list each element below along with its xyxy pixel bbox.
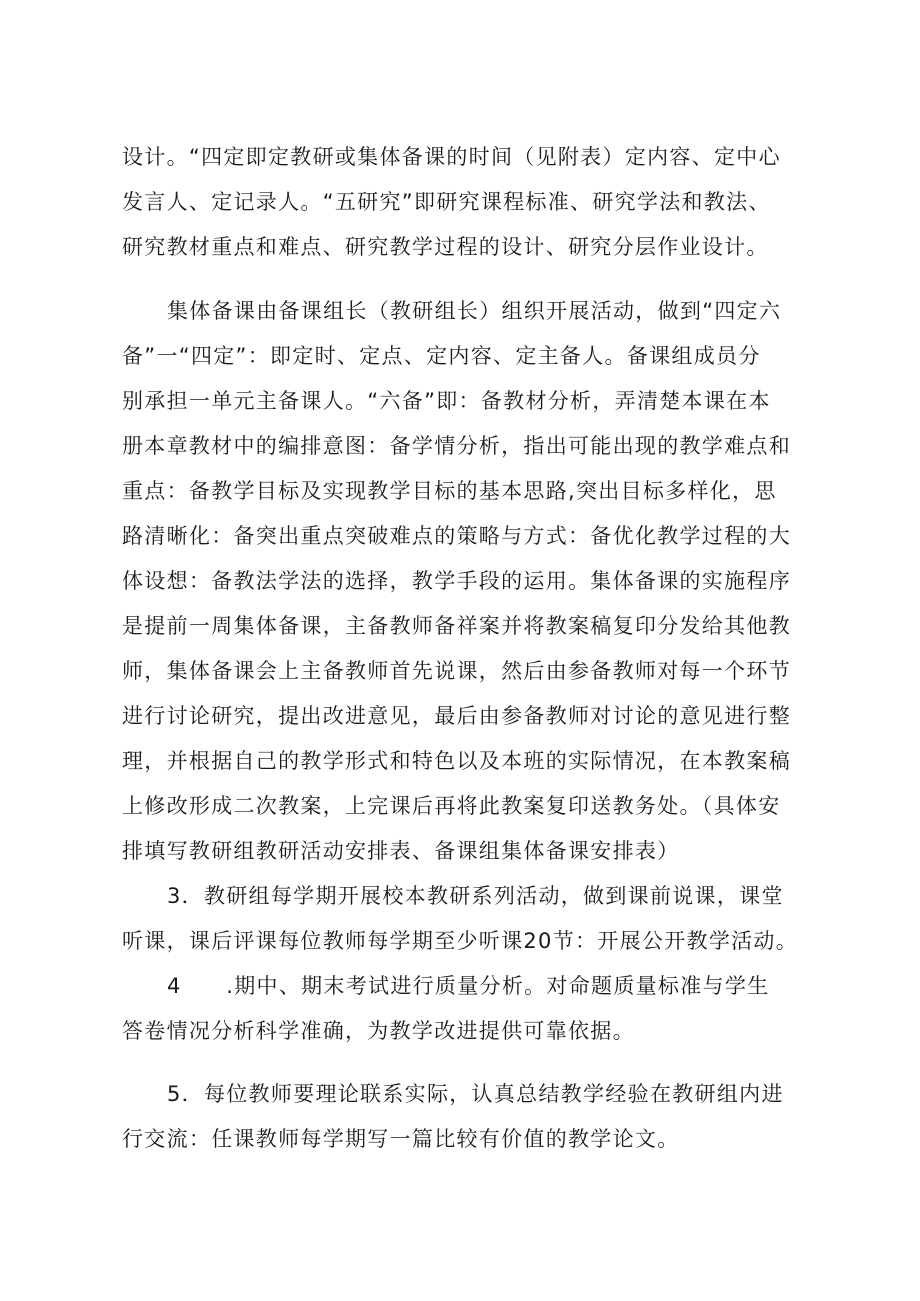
text-line: 答卷情况分析科学准确，为教学改进提供可靠依据。	[122, 1019, 635, 1043]
text-line: 路清晰化：备突出重点突破难点的策略与方式：备优化教学过程的大	[122, 524, 791, 548]
text-line: 体设想：备教法学法的选择，教学手段的运用。集体备课的实施程序	[122, 569, 791, 593]
text-line: 设计。“四定即定教研或集体备课的时间（见附表）定内容、定中心	[122, 145, 781, 169]
text-line: 行交流：任课教师每学期写一篇比较有价值的教学论文。	[122, 1127, 680, 1151]
text-line: 排填写教研组教研活动安排表、备课组集体备课安排表）	[122, 839, 680, 863]
text-line: 是提前一周集体备课，主备教师备祥案并将教案稿复印分发给其他教	[122, 614, 791, 638]
text-line: 别承担一单元主备课人。“六备”即：备教材分析，弄清楚本课在本	[122, 389, 771, 413]
text-line: 重点：备教学目标及实现教学目标的基本思路,突出目标多样化，思	[122, 479, 777, 503]
text-line: 理，并根据自己的教学形式和特色以及本班的实际情况，在本教案稿	[122, 749, 791, 773]
text-line: 发言人、定记录人。“五研究”即研究课程标准、研究学法和教法、	[122, 190, 771, 214]
text-line: 进行讨论研究，提出改进意见，最后由参备教师对讨论的意见进行整	[122, 704, 791, 728]
text-line: 5．每位教师要理论联系实际，认真总结教学经验在教研组内进	[167, 1082, 784, 1106]
text-line: 研究教材重点和难点、研究教学过程的设计、研究分层作业设计。	[122, 235, 769, 259]
text-line: 备”一“四定”：即定时、定点、定内容、定主备人。备课组成员分	[122, 344, 761, 368]
text-line: 师，集体备课会上主备教师首先说课，然后由参备教师对每一个环节	[122, 659, 791, 683]
text-line: 3．教研组每学期开展校本教研系列活动，做到课前说课，课堂	[167, 884, 784, 908]
text-line: 集体备课由备课组长（教研组长）组织开展活动，做到“四定六	[167, 299, 782, 323]
text-line: 4 .期中、期末考试进行质量分析。对命题质量标准与学生	[167, 974, 770, 998]
text-line: 上修改形成二次教案，上完课后再将此教案复印送教务处。（具体安	[122, 794, 781, 818]
text-line: 册本章教材中的编排意图：备学情分析，指出可能出现的教学难点和	[122, 434, 791, 458]
text-line: 听课，课后评课每位教师每学期至少听课20节：开展公开教学活动。	[122, 929, 799, 953]
